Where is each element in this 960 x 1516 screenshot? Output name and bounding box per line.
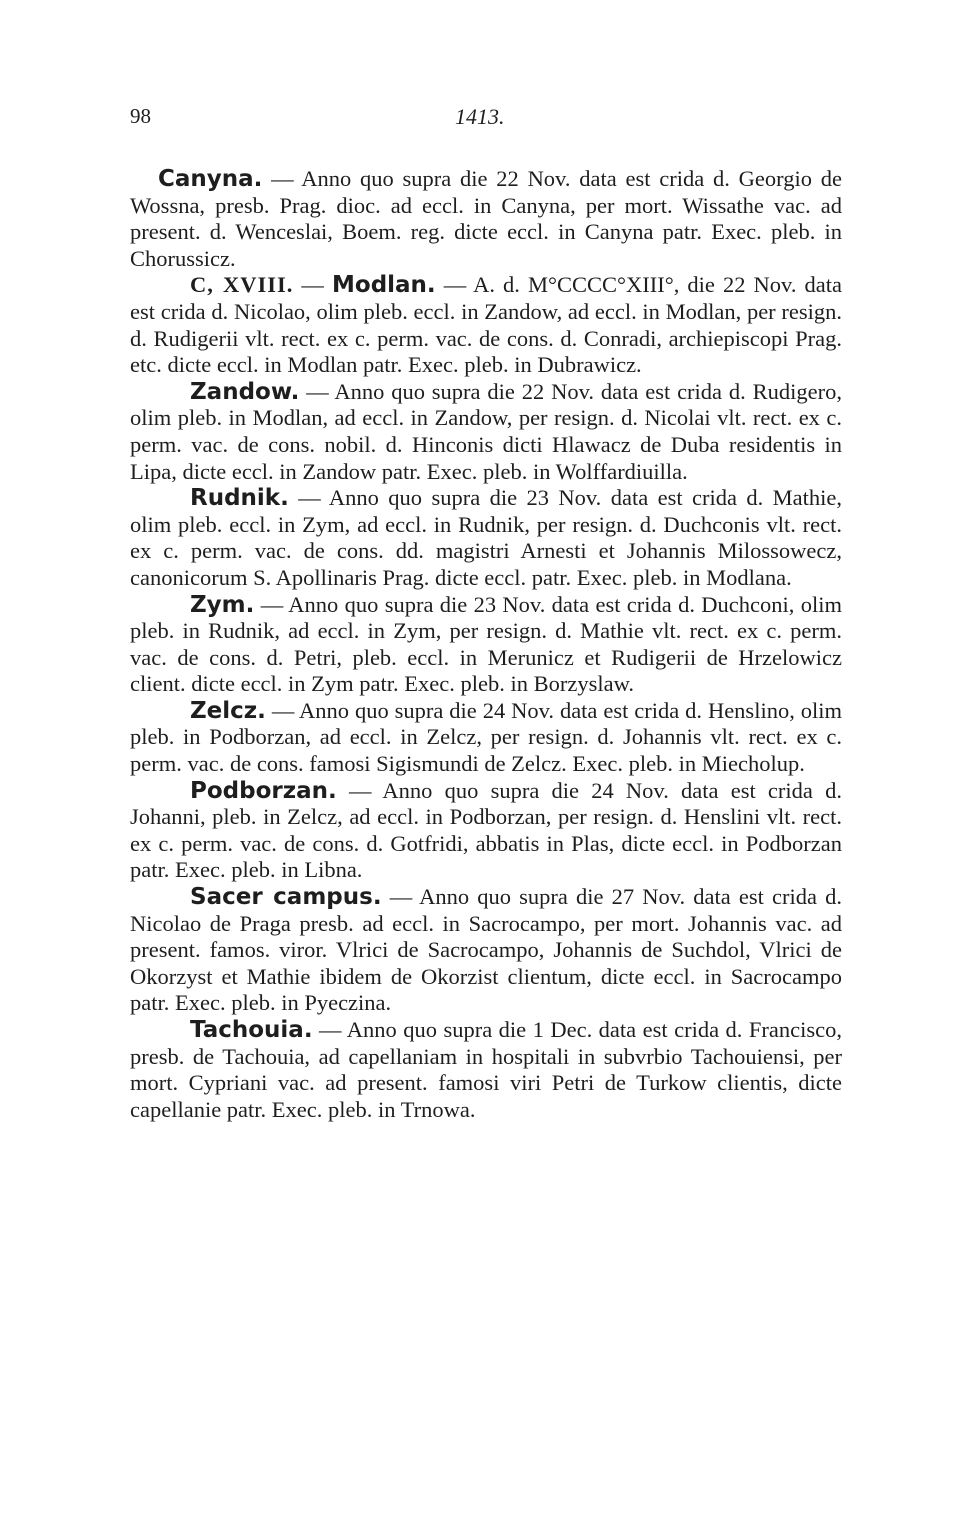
place-heading: Zandow. bbox=[190, 378, 300, 405]
entry-text: — Anno quo supra die 22 Nov. data est crida d. Rudigero, olim pleb. in Modlan, ad eccl. in Zandow, per resign. d. Nicolai vlt. rect. ex c. perm. vac. de cons. nobil. d. Hinconis dicti Hlawacz de Duba residentis in Lipa, dicte eccl. in Zandow patr. Exec. pleb. in Wolffardiuilla. bbox=[130, 378, 842, 484]
place-heading: Zelcz. bbox=[190, 697, 266, 724]
entry-text: — Anno quo supra die 23 Nov. data est crida d. Duchconi, olim pleb. in Rudnik, ad eccl. in Zym, per resign. d. Mathie vlt. rect. ex c. perm. vac. de cons. d. Petri, pleb. eccl. in Merunicz et Rudigerii de Hrzelowicz client. dicte eccl. in Zym patr. Exec. pleb. in Borzyslaw. bbox=[130, 591, 842, 697]
entry-sacer-campus bbox=[130, 884, 842, 1017]
entry-zandow bbox=[130, 379, 842, 485]
entry-text: — A. d. M°CCCC°XIII°, die 22 Nov. data est crida d. Nicolao, olim pleb. eccl. in Zandow, ad eccl. in Modlan, per resign. d. Rudigerii vlt. rect. ex c. perm. vac. de cons. d. Conradi, archiepiscopi Prag. etc. dicte eccl. in Modlan patr. Exec. pleb. in Dubrawicz. bbox=[130, 272, 843, 378]
entry-text: — Anno quo supra die 23 Nov. data est crida d. Mathie, olim pleb. eccl. in Zym, ad eccl. in Rudnik, per resign. d. Duchconis vlt. rect. ex c. perm. vac. de cons. dd. magistri Arnesti et Johannis Milossowecz, canonicorum S. Apollinaris Prag. dicte eccl. patr. Exec. pleb. in Modlana. bbox=[130, 485, 842, 590]
section-marker: C, XVIII. bbox=[190, 272, 294, 298]
entry-tachouia bbox=[130, 1017, 842, 1123]
page-header bbox=[0, 104, 960, 140]
entry-text: — Anno quo supra die 24 Nov. data est crida d. Johanni, pleb. in Zelcz, ad eccl. in Podborzan, per resign. d. Henslini vlt. rect. ex c. perm. vac. de cons. d. Gotfridi, abbatis in Plas, dicte eccl. in Podborzan patr. Exec. pleb. in Libna. bbox=[130, 777, 842, 883]
entry-text: — Anno quo supra die 1 Dec. data est crida d. Francisco, presb. de Tachouia, ad capellaniam in hospitali in subvrbio Tachouiensi, per mort. Cypriani vac. ad present. famosi viri Petri de Turkow clientis, dicte capellanie patr. Exec. pleb. in Trnowa. bbox=[130, 1017, 842, 1122]
place-heading: Rudnik. bbox=[190, 485, 289, 512]
place-heading: Sacer campus. bbox=[190, 884, 382, 911]
entry-zym bbox=[130, 592, 842, 698]
place-heading: Zym. bbox=[190, 591, 255, 618]
section-dash: — bbox=[293, 272, 332, 298]
place-heading: Canyna. bbox=[158, 166, 263, 192]
page-number: 98 bbox=[130, 104, 151, 128]
entry-text: — Anno quo supra die 27 Nov. data est crida d. Nicolao de Praga presb. ad eccl. in Sacrocampo, per mort. Johannis vac. ad present. famos. viror. Vlrici de Sacrocampo, Johannis de Suchdol, Vlrici de Okorzyst et Mathie ibidem de Okorzist clientum, dicte eccl. in Sacrocampo patr. Exec. pleb. in Pyeczina. bbox=[130, 884, 842, 1016]
entry-canyna bbox=[130, 166, 842, 272]
entry-rudnik bbox=[130, 485, 842, 591]
entry-text: — Anno quo supra die 24 Nov. data est crida d. Henslino, olim pleb. in Podborzan, ad eccl. in Zelcz, per resign. d. Johannis vlt. rect. ex c. perm. vac. de cons. famosi Sigismundi de Zelcz. Exec. pleb. in Miecholup. bbox=[130, 697, 842, 777]
entry-modlan bbox=[130, 272, 842, 378]
place-heading: Podborzan. bbox=[190, 777, 337, 804]
text-body bbox=[130, 166, 842, 1123]
page-year-heading: 1413. bbox=[455, 104, 505, 129]
entry-podborzan bbox=[130, 778, 842, 884]
place-heading: Tachouia. bbox=[190, 1017, 313, 1043]
entry-zelcz bbox=[130, 698, 842, 778]
entry-text: — Anno quo supra die 22 Nov. data est crida d. Georgio de Wossna, presb. Prag. dioc. ad eccl. in Canyna, per mort. Wissathe vac. ad present. d. Wenceslai, Boem. reg. dicte eccl. in Canyna patr. Exec. pleb. in Chorussicz. bbox=[130, 166, 842, 271]
place-heading: Modlan. bbox=[332, 272, 436, 299]
